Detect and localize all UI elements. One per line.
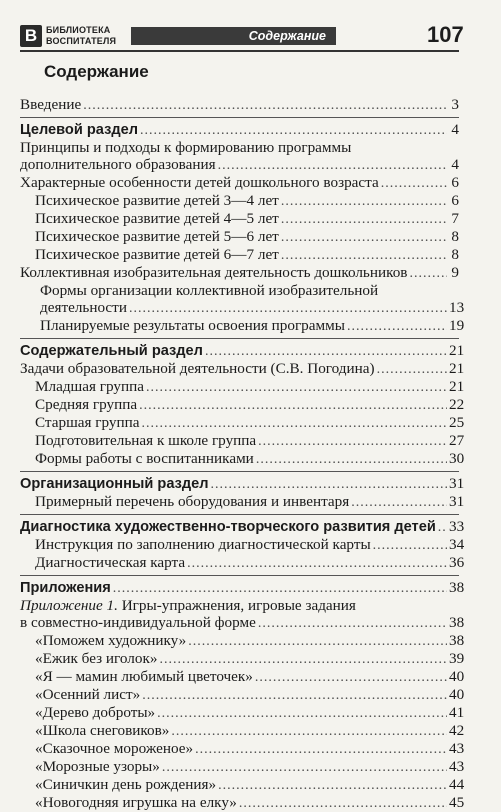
toc-entry — [20, 722, 465, 740]
leader-dots — [281, 247, 447, 264]
leader-dots — [129, 300, 447, 317]
leader-dots — [195, 741, 447, 758]
entry-page: 41 — [449, 704, 465, 721]
toc-entry — [20, 686, 465, 704]
entry-title: «Осенний лист» — [35, 686, 141, 703]
entry-title: Формы организации коллективной изобразительной — [40, 282, 379, 299]
toc-entry — [20, 228, 459, 246]
entry-title: Коллективная изобразительная деятельность дошкольников — [20, 264, 408, 281]
toc-entry — [20, 396, 465, 414]
entry-title: Подготовительная к школе группа — [35, 432, 257, 449]
entry-title: Приложения — [20, 580, 111, 596]
series-name — [46, 25, 128, 47]
entry-page: 8 — [451, 228, 459, 245]
entry-page: 7 — [451, 210, 459, 227]
entry-title: Примерный перечень оборудования и инвентаря — [35, 493, 350, 510]
entry-page: 40 — [449, 686, 465, 703]
section-rule — [20, 471, 459, 472]
toc-entry — [20, 192, 459, 210]
leader-dots — [142, 687, 447, 704]
leader-dots — [438, 519, 447, 536]
appendix-label: Приложение 1. — [20, 597, 118, 614]
entry-title: «Сказочное мороженое» — [35, 740, 194, 757]
entry-title: Планируемые результаты освоения программы — [40, 317, 345, 334]
toc-entry — [20, 246, 459, 264]
toc-section-heading — [20, 579, 465, 597]
entry-title: Психическое развитие детей 5—6 лет — [35, 228, 279, 245]
entry-title: дополнительного образования — [20, 156, 216, 173]
entry-title: Старшая группа — [35, 414, 140, 431]
leader-dots — [83, 97, 447, 114]
entry-page: 3 — [451, 96, 459, 113]
page-number: 107 — [427, 22, 464, 47]
leader-dots — [256, 451, 447, 468]
leader-dots — [373, 537, 447, 554]
toc-entry — [20, 210, 459, 228]
entry-page: 33 — [449, 518, 465, 535]
leader-dots — [162, 759, 447, 776]
entry-page: 31 — [449, 475, 465, 492]
series-line-1: БИБЛИОТЕКА — [46, 25, 111, 35]
toc-entry — [20, 317, 465, 335]
toc-entry — [20, 139, 459, 156]
entry-page: 19 — [449, 317, 465, 334]
entry-page: 38 — [449, 614, 465, 631]
leader-dots — [281, 211, 447, 228]
toc-entry — [20, 776, 465, 794]
entry-page: 43 — [449, 740, 465, 757]
leader-dots — [188, 633, 447, 650]
leader-dots — [211, 476, 447, 493]
toc-section-heading — [20, 342, 465, 360]
entry-title: Инструкция по заполнению диагностической карты — [35, 536, 371, 553]
entry-title: Диагностика художественно-творческого развития детей — [20, 519, 436, 535]
entry-page: 39 — [449, 650, 465, 667]
entry-page: 6 — [451, 174, 459, 191]
toc-entry — [20, 96, 459, 114]
logo-letter: В — [24, 26, 38, 45]
leader-dots — [381, 175, 447, 192]
toc-entry — [20, 432, 465, 450]
entry-page: 38 — [449, 579, 465, 596]
toc-entry — [20, 704, 465, 722]
running-head: Содержание — [131, 27, 336, 45]
entry-title: Принципы и подходы к формированию программы — [20, 139, 352, 156]
entry-page: 31 — [449, 493, 465, 510]
toc-entry — [20, 450, 465, 468]
entry-title: «Я — мамин любимый цветочек» — [35, 668, 253, 685]
leader-dots — [409, 265, 447, 282]
leader-dots — [258, 433, 447, 450]
entry-title: Психическое развитие детей 3—4 лет — [35, 192, 279, 209]
leader-dots — [159, 651, 447, 668]
leader-dots — [171, 723, 447, 740]
entry-page: 21 — [449, 378, 465, 395]
page-header — [20, 22, 464, 50]
leader-dots — [281, 193, 447, 210]
toc-entry — [20, 597, 459, 614]
leader-dots — [239, 795, 447, 812]
series-logo — [20, 25, 42, 47]
entry-title: Характерные особенности детей дошкольного возраста — [20, 174, 379, 191]
entry-title: Организационный раздел — [20, 476, 209, 492]
entry-title: Содержательный раздел — [20, 343, 203, 359]
entry-page: 25 — [449, 414, 465, 431]
toc-entry — [20, 740, 465, 758]
toc-entry — [20, 414, 465, 432]
leader-dots — [139, 397, 447, 414]
leader-dots — [113, 580, 447, 597]
entry-page: 6 — [451, 192, 459, 209]
entry-title: в совместно-индивидуальной форме — [20, 614, 256, 631]
entry-title: Формы работы с воспитанниками — [35, 450, 254, 467]
leader-dots — [258, 615, 447, 632]
toc-entry — [20, 493, 465, 511]
series-line-2: ВОСПИТАТЕЛЯ — [46, 36, 117, 46]
leader-dots — [281, 229, 447, 246]
leader-dots — [146, 379, 447, 396]
entry-title: Задачи образовательной деятельности (С.В. Погодина) — [20, 360, 375, 377]
leader-dots — [140, 122, 447, 139]
toc-entry — [20, 554, 465, 572]
entry-page: 34 — [449, 536, 465, 553]
leader-dots — [347, 318, 447, 335]
entry-page: 8 — [451, 246, 459, 263]
toc-title: Содержание — [44, 62, 149, 81]
entry-title: Младшая группа — [35, 378, 144, 395]
entry-page: 30 — [449, 450, 465, 467]
entry-title: Диагностическая карта — [35, 554, 186, 571]
entry-title: Психическое развитие детей 4—5 лет — [35, 210, 279, 227]
toc-entry — [20, 174, 459, 192]
leader-dots — [255, 669, 447, 686]
section-rule — [20, 117, 459, 118]
toc-section-heading — [20, 121, 459, 139]
toc-entry — [20, 264, 459, 282]
leader-dots — [157, 705, 447, 722]
section-rule — [20, 514, 459, 515]
toc-entry — [20, 360, 465, 378]
entry-page: 4 — [451, 121, 459, 138]
leader-dots — [218, 157, 447, 174]
entry-page: 22 — [449, 396, 465, 413]
leader-dots — [377, 361, 447, 378]
leader-dots — [351, 494, 447, 511]
entry-page: 9 — [451, 264, 459, 281]
entry-page: 21 — [449, 360, 465, 377]
entry-page: 43 — [449, 758, 465, 775]
leader-dots — [218, 777, 447, 794]
entry-title: «Дерево доброты» — [35, 704, 156, 721]
entry-page: 13 — [449, 299, 465, 316]
entry-title: Средняя группа — [35, 396, 138, 413]
toc-section-heading — [20, 475, 465, 493]
toc-entry — [20, 299, 465, 317]
entry-page: 40 — [449, 668, 465, 685]
toc-entry — [20, 156, 459, 174]
entry-page: 21 — [449, 342, 465, 359]
leader-dots — [187, 555, 447, 572]
entry-page: 4 — [451, 156, 459, 173]
toc-entry — [20, 614, 465, 632]
entry-title: Психическое развитие детей 6—7 лет — [35, 246, 279, 263]
toc-entry — [20, 378, 465, 396]
toc-entry — [20, 758, 465, 776]
appendix-title: Игры-упражнения, игровые задания — [117, 597, 356, 614]
toc-entry — [20, 632, 465, 650]
toc-entry — [20, 536, 465, 554]
toc-entry — [20, 282, 459, 299]
entry-title: Введение — [20, 96, 82, 113]
entry-page: 42 — [449, 722, 465, 739]
section-rule — [20, 338, 459, 339]
entry-title — [20, 597, 356, 614]
leader-dots — [205, 343, 447, 360]
entry-title: «Морозные узоры» — [35, 758, 160, 775]
header-rule — [20, 50, 459, 52]
toc-section-heading — [20, 518, 465, 536]
table-of-contents — [20, 96, 465, 812]
entry-page: 27 — [449, 432, 465, 449]
entry-title: деятельности — [40, 299, 127, 316]
entry-title: «Школа снеговиков» — [35, 722, 170, 739]
entry-title: Целевой раздел — [20, 122, 138, 138]
section-rule — [20, 575, 459, 576]
entry-page: 36 — [449, 554, 465, 571]
entry-title: «Ежик без иголок» — [35, 650, 158, 667]
entry-page: 45 — [449, 794, 465, 811]
entry-title: «Новогодняя игрушка на елку» — [35, 794, 237, 811]
toc-entry — [20, 668, 465, 686]
entry-page: 38 — [449, 632, 465, 649]
entry-page: 44 — [449, 776, 465, 793]
toc-entry — [20, 650, 465, 668]
entry-title: «Синичкин день рождения» — [35, 776, 217, 793]
entry-title: «Поможем художнику» — [35, 632, 187, 649]
leader-dots — [142, 415, 447, 432]
